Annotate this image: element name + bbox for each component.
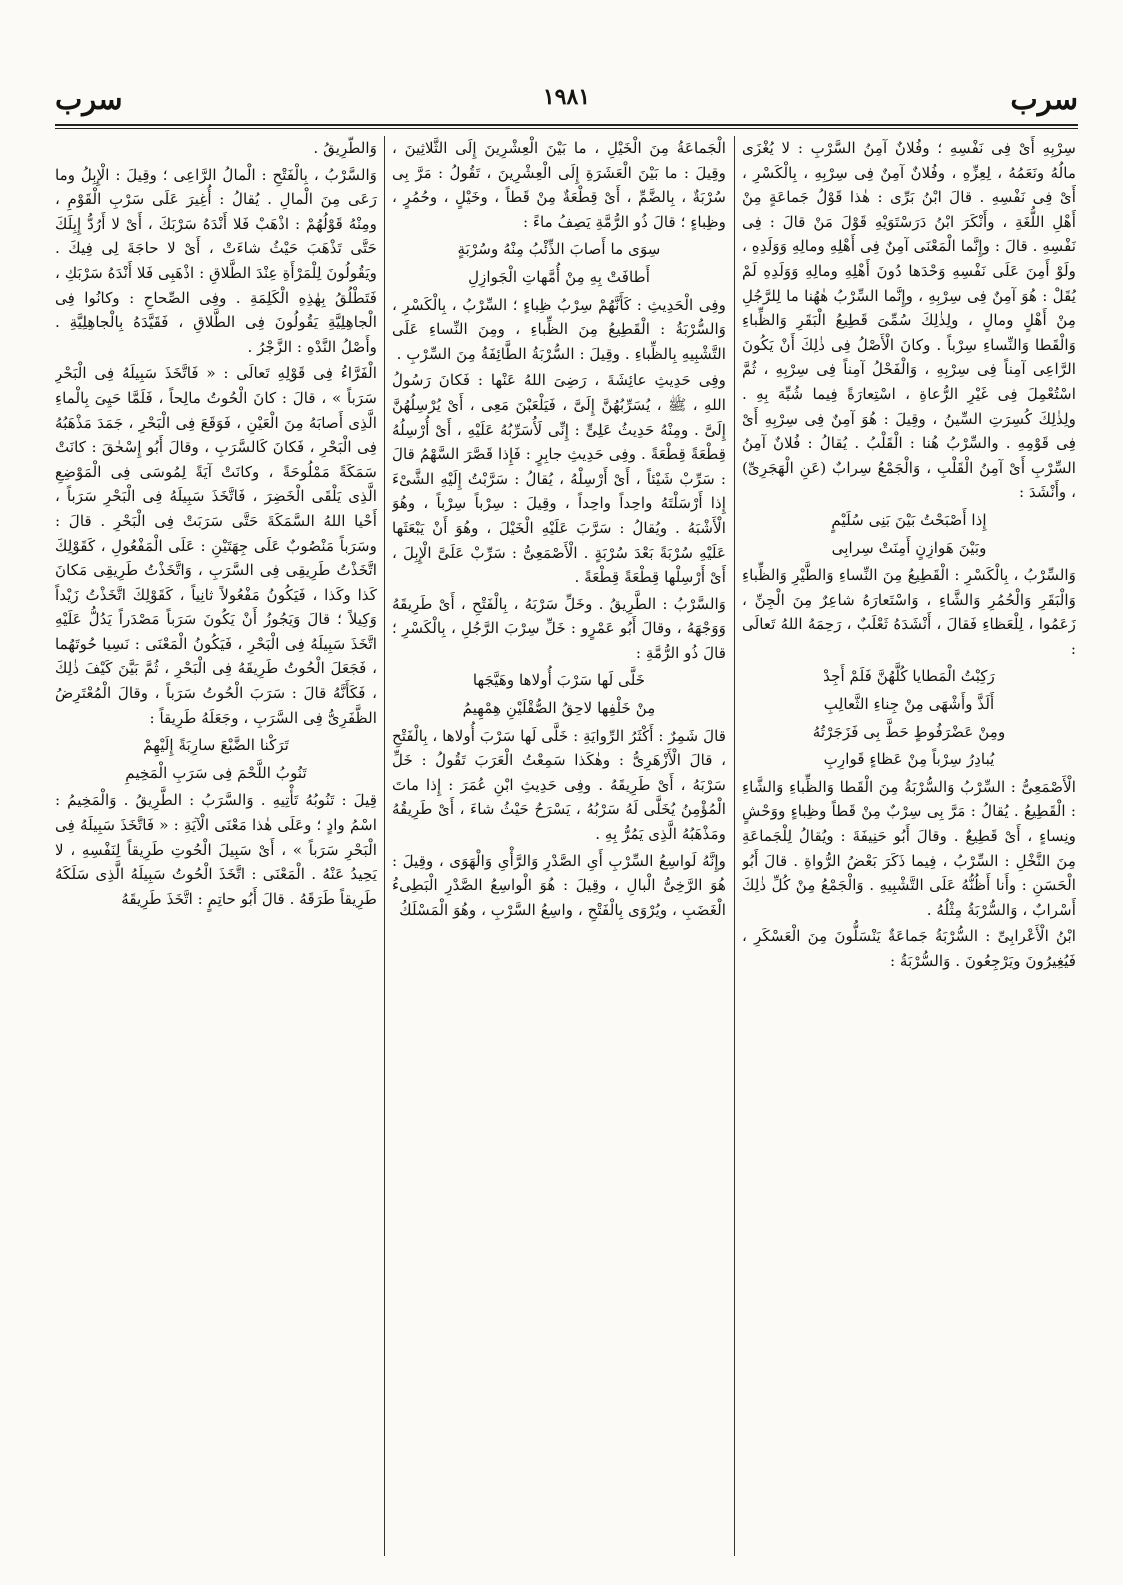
verse-line: تَرَكْنا الضَّبْعَ سارِبَةً إِلَيْهِمْ: [143, 736, 289, 755]
verse-line: وبَيْنَ هَوازِنٍ أَمِنَتْ سِرابِى: [831, 538, 987, 557]
paragraph: وَالسِّرْبُ ، بِالْكَسْرِ : الْقَطِيعُ مِنَ النِّساءِ وَالطَّيْرِ وَالظِّباءِ وَالْبَقَرِ وَالْحُمُرِ وَالشَّاءِ ، وَاسْتَعارَهُ شاعِرٌ مِنَ الْجِنِّ ، زَعَمُوا ، لِلْعَظاءِ فَقالَ ، أَنْشَدَهُ ثَعْلَبٌ ، رَحِمَهُ اللهُ تَعالَى :: [742, 566, 1076, 658]
verse-line: أَلَذَّ وأَشْهَى مِنْ جِناءِ الثَّعالِبِ: [823, 695, 995, 714]
column-right: [742, 136, 1076, 1556]
paragraph: وإِنَّهُ لَواسِعُ السِّرْبِ أَىِ الصَّدْرِ وَالرَّأْىِ وَالْهَوَى ، وقِيلَ : هُوَ الرَّخِىُّ الْبالِ ، وقِيلَ : هُوَ الْواسِعُ الصَّدْرِ الْبَطِىءُ الْغَضَبِ ، ويُرْوَى بِالْفَتْحِ ، واسِعُ السَّرْبِ ، وهُوَ الْمَسْلَكُ: [392, 851, 726, 919]
verse-line: سِوَى ما أَصابَ الذِّئْبُ مِنْهُ وسُرْبَةٍ: [457, 240, 661, 259]
column-middle: [392, 136, 726, 1556]
verse-line: رَكِبْتُ الْمَطايا كُلَّهُنَّ فَلَمْ أَجِدْ: [823, 667, 995, 686]
verse-line: أَطافَتْ بِهِ مِنْ أُمَّهاتِ الْجَوازِلِ: [468, 267, 650, 286]
paragraph: وفِى حَدِيثِ عائِشَةَ ، رَضِىَ اللهُ عَنْها : فَكانَ رَسُولُ اللهِ ، ﷺ ، يُسَرِّبُهُنَّ إِلَىَّ ، فَيَلْعَبْنَ مَعِى ، أَىْ يُرْسِلُهُنَّ إِلَىَّ . ومِنْهُ حَدِيثُ عَلِىٍّ : إِنِّى لَأُسَرِّبُهُ عَلَيْهِ ، أَىْ أُرْسِلُهُ قِطْعَةً قِطْعَةً . وفِى حَدِيثِ جابِرٍ : فَإِذا قَصَّرَ السَّهْمُ قالَ : سَرِّبْ شَيْئاً ، أَىْ أَرْسِلْهُ ، يُقالُ : سَرَّبْتُ إِلَيْهِ الشَّىْءَ إِذا أَرْسَلْتَهُ واحِداً واحِداً ، وقِيلَ : سِرْباً سِرْباً ، وهُوَ الْأَشْبَهُ . ويُقالُ : سَرَّبَ عَلَيْهِ الْخَيْلَ ، وهُوَ أَنْ يَبْعَثَها عَلَيْهِ سُرْبَةً بَعْدَ سُرْبَةٍ . الْأَصْمَعِىُّ : سَرِّبْ عَلَىَّ الْإِبِلَ ، أَىْ أَرْسِلْها قِطْعَةً قِطْعَةً .: [392, 371, 726, 587]
verse-line: ومِنْ عَضْرَفُوطٍ حَطَّ بِى فَزَجَرْتُهُ: [812, 722, 1006, 741]
page-header: [55, 82, 1078, 120]
paragraph: وَالسَّرْبُ : الطَّرِيقُ . وخَلِّ سَرْبَهُ ، بِالْفَتْحِ ، أَىْ طَرِيقَهُ وَوَجْهَهُ ، وقالَ أَبُو عَمْرٍو : خَلِّ سِرْبَ الرَّجُلِ ، بِالْكَسْرِ ؛ قالَ ذُو الرُّمَّةِ :: [392, 594, 726, 662]
header-entry-word-right: سرب: [1010, 82, 1078, 116]
paragraph: وَالطَّرِيقُ .: [313, 139, 377, 157]
paragraph: ابْنُ الْأَعْرابِىِّ : السُّرْبَةُ جَماعَةٌ يَنْسَلُّونَ مِنَ الْعَسْكَرِ ، فَيُغِيرُونَ ويَرْجِعُونَ . وَالسُّرْبَةُ :: [742, 927, 1076, 970]
header-rule-thin: [55, 128, 1078, 129]
page-number: ١٩٨١: [542, 84, 591, 110]
paragraph: الْفَرَّاءُ فِى قَوْلِهِ تَعالَى : « فَاتَّخَذَ سَبِيلَهُ فِى الْبَحْرِ سَرَباً » ، قالَ : كانَ الْحُوتُ مالِحاً ، فَلَمَّا حَيِىَ بِالْماءِ الَّذِى أَصابَهُ مِنَ الْعَيْنِ ، فَوَقَعَ فِى الْبَحْرِ ، جَمَدَ مَذْهَبُهُ فِى الْبَحْرِ ، فَكانَ كَالسَّرَبِ ، وقالَ أَبُو إِسْحٰقَ : كانَتْ سَمَكَةً مَمْلُوحَةً ، وكانَتْ آيَةً لِمُوسَى فِى الْمَوْضِعِ الَّذِى يَلْقَى الْخَضِرَ ، فَاتَّخَذَ سَبِيلَهُ فِى الْبَحْرِ سَرَباً ، أَحْيا اللهُ السَّمَكَةَ حَتَّى سَرَبَتْ فِى الْبَحْرِ . قالَ : وسَرَباً مَنْصُوبٌ عَلَى جِهَتَيْنِ : عَلَى الْمَفْعُولِ ، كَقَوْلِكَ اتَّخَذْتُ طَرِيقِى فِى السَّرَبِ ، وَاتَّخَذْتُ طَرِيقِى مَكانَ كَذا وكَذا ، فَيَكُونُ مَفْعُولاً ثانِياً ، كَقَوْلِكَ اتَّخَذْتُ زَيْداً وَكِيلاً ؛ قالَ وَيَجُوزُ أَنْ يَكُونَ سَرَباً مَصْدَراً يَدُلُّ عَلَيْهِ اتَّخَذَ سَبِيلَهُ فِى الْبَحْرِ ، فَيَكُونُ الْمَعْنَى : نَسِيا حُوتَهُما ، فَجَعَلَ الْحُوتُ طَرِيقَهُ فِى الْبَحْرِ ، ثُمَّ بَيَّنَ كَيْفَ ذٰلِكَ ، فَكَأَنَّهُ قالَ : سَرَبَ الْحُوتُ سَرَباً ، وقالَ الْمُعْتَرِضُ الظَّفَرِىُّ فِى السَّرَبِ ، وجَعَلَهُ طَرِيقاً :: [55, 364, 377, 727]
column-left: [55, 136, 377, 1556]
column-divider-left: [384, 136, 385, 1556]
column-divider-right: [734, 136, 735, 1556]
paragraph: وفِى الْحَدِيثِ : كَأَنَّهُمْ سِرْبُ ظِباءٍ ؛ السِّرْبُ ، بِالْكَسْرِ ، وَالسُّرْبَةُ : الْقَطِيعُ مِنَ الظِّباءِ ، ومِنَ النِّساءِ عَلَى التَّشْبِيهِ بِالظِّباءِ . وقِيلَ : السُّرْبَةُ الطَّائِفَةُ مِنَ السِّرْبِ .: [392, 295, 726, 363]
paragraph: قالَ شَمِرٌ : أَكْثَرُ الرِّوايَةِ : خَلَّى لَها سَرْبَ أُولاها ، بِالْفَتْحِ ، قالَ الْأَزْهَرِىُّ : وهٰكَذا سَمِعْتُ الْعَرَبَ تَقُولُ : خَلِّ سَرْبَهُ ، أَىْ طَرِيقَهُ . وفِى حَدِيثِ ابْنِ عُمَرَ : إِذا ماتَ الْمُؤْمِنُ يُخَلَّى لَهُ سَرْبُهُ ، يَسْرَحُ حَيْثُ شاءَ ، أَىْ طَرِيقُهُ ومَذْهَبُهُ الَّذِى يَمُرُّ بِهِ .: [392, 726, 726, 844]
verse-line: خَلَّى لَها سَرْبَ أُولاها وهَيَّجَها: [472, 671, 646, 690]
verse-line: يُبادِرُ سِرْباً مِنْ عَظاءٍ قَوارِبِ: [823, 750, 995, 769]
paragraph: الْأَصْمَعِىُّ : السِّرْبُ وَالسُّرْبَةُ مِنَ الْقَطا وَالظِّباءِ وَالشَّاءِ : الْقَطِيعُ . يُقالُ : مَرَّ بِى سِرْبٌ مِنْ قَطاً وظِباءٍ ووَحْشٍ ونِساءٍ ، أَىْ قَطِيعٌ . وقالَ أَبُو حَنِيفَةَ : ويُقالُ لِلْجَماعَةِ مِنَ النَّخْلِ : السِّرْبُ ، فِيما ذَكَرَ بَعْضُ الرُّواةِ . قالَ أَبُو الْحَسَنِ : وأَنا أَظُنُّهُ عَلَى التَّشْبِيهِ . وَالْجَمْعُ مِنْ كُلِّ ذٰلِكَ أَسْرابٌ ، وَالسُّرْبَةُ مِثْلُهُ .: [742, 777, 1076, 919]
paragraph: قِيلَ : تَنُوبُهُ تَأْتِيهِ . وَالسَّرَبُ : الطَّرِيقُ . وَالْمَخِيمُ : اسْمُ وادٍ ؛ وعَلَى هٰذا مَعْنَى الْآيَةِ : « فَاتَّخَذَ سَبِيلَهُ فِى الْبَحْرِ سَرَباً » ، أَىْ سَبِيلَ الْحُوتِ طَرِيقاً لِنَفْسِهِ ، لا يَحِيدُ عَنْهُ . الْمَعْنَى : اتَّخَذَ الْحُوتُ سَبِيلَهُ الَّذِى سَلَكَهُ طَرِيقاً طَرَقَهُ . قالَ أَبُو حاتِمٍ : اتَّخَذَ طَرِيقَهُ: [55, 791, 377, 908]
header-entry-word-left: سرب: [55, 82, 123, 116]
paragraph: سِرْبِهِ أَىْ فِى نَفْسِهِ ؛ وفُلانٌ آمِنُ السَّرْبِ : لا يُغْزَى مالُهُ ونَعَمُهُ ، لِعِزِّهِ ، وفُلانٌ آمِنٌ فِى سِرْبِهِ ، بِالْكَسْرِ ، أَىْ فِى نَفْسِهِ . قالَ ابْنُ بَرِّى : هٰذا قَوْلُ جَماعَةٍ مِنْ أَهْلِ اللُّغَةِ ، وأَنْكَرَ ابْنُ دَرَسْتَوَيْهِ قَوْلَ مَنْ قالَ : فِى نَفْسِهِ . قالَ : وإِنَّما الْمَعْنَى آمِنٌ فِى أَهْلِهِ ومالِهِ وَوَلَدِهِ ، ولَوْ أَمِنَ عَلَى نَفْسِهِ وَحْدَها دُونَ أَهْلِهِ ومالِهِ وَوَلَدِهِ لَمْ يُقَلْ : هُوَ آمِنٌ فِى سِرْبِهِ ، وإِنَّما السِّرْبُ هٰهُنا ما لِلرَّجُلِ مِنْ أَهْلٍ ومالٍ ، ولِذٰلِكَ سُمِّىَ قَطِيعُ الْبَقَرِ وَالظِّباءِ وَالْقَطا وَالنِّساءِ سِرْباً . وكانَ الْأَصْلُ فِى ذٰلِكَ أَنْ يَكُونَ الرَّاعِى آمِناً فِى سِرْبِهِ ، وَالْفَحْلُ آمِناً فِى سِرْبِهِ ، ثُمَّ اسْتُعْمِلَ فِى غَيْرِ الرُّعاةِ ، اسْتِعارَةً فِيما شُبِّهَ بِهِ . ولِذٰلِكَ كُسِرَتِ السِّينُ ، وقِيلَ : هُوَ آمِنٌ فِى سِرْبِهِ أَىْ فِى قَوْمِهِ . والسِّرْبُ هُنا : الْقَلْبُ . يُقالُ : فُلانٌ آمِنُ السِّرْبِ أَىْ آمِنُ الْقَلْبِ ، وَالْجَمْعُ سِرابٌ (عَنِ الْهَجَرِىِّ) ، وأَنْشَدَ :: [742, 139, 1076, 502]
verse-line: مِنْ خَلْفِها لاحِقُ الصُّقْلَيْنِ هِمْهِيمُ: [462, 699, 656, 718]
verse-line: إِذا أَصْبَحْتُ بَيْنَ بَنِى سُلَيْمٍ: [831, 510, 987, 529]
verse-line: تَنُوبُ اللَّحْمَ فِى سَرَبِ الْمَخِيمِ: [125, 763, 307, 782]
header-rule: [55, 124, 1078, 126]
paragraph: الْجَماعَةُ مِنَ الْخَيْلِ ، ما بَيْنَ الْعِشْرِينَ إِلَى الثَّلاثِينَ ، وقِيلَ : ما بَيْنَ الْعَشَرَةِ إِلَى الْعِشْرِينَ ، تَقُولُ : مَرَّ بِى سُرْبَةٌ ، بِالضَّمِّ ، أَىْ قِطْعَةٌ مِنْ قَطاً ، وخَيْلٍ ، وحُمُرٍ ، وظِباءٍ ؛ قالَ ذُو الرُّمَّةِ يَصِفُ ماءً :: [392, 139, 726, 231]
paragraph: وَالسَّرْبُ ، بِالْفَتْحِ : الْمالُ الرَّاعِى ؛ وقِيلَ : الْإِبِلُ وما رَعَى مِنَ الْمالِ . يُقالُ : أُغِيرَ عَلَى سَرْبِ الْقَوْمِ ، ومِنْهُ قَوْلُهُمْ : اذْهَبْ فَلا أَنْدَهُ سَرْبَكَ ، أَىْ لا أَرُدُّ إِبِلَكَ حَتَّى تَذْهَبَ حَيْثُ شاءَتْ ، أَىْ لا حاجَةَ لِى فِيكَ . ويَقُولُونَ لِلْمَرْأَةِ عِنْدَ الطَّلاقِ : اذْهَبِى فَلا أَنْدَهُ سَرْبَكِ ، فَتَطْلُقُ بِهٰذِهِ الْكَلِمَةِ . وفِى الصِّحاحِ : وكانُوا فِى الْجاهِلِيَّةِ يَقُولُونَ فِى الطَّلاقِ ، فَقَيَّدَهُ بِالْجاهِلِيَّةِ . وأَصْلُ النَّدْهِ : الزَّجْرُ .: [55, 165, 377, 356]
